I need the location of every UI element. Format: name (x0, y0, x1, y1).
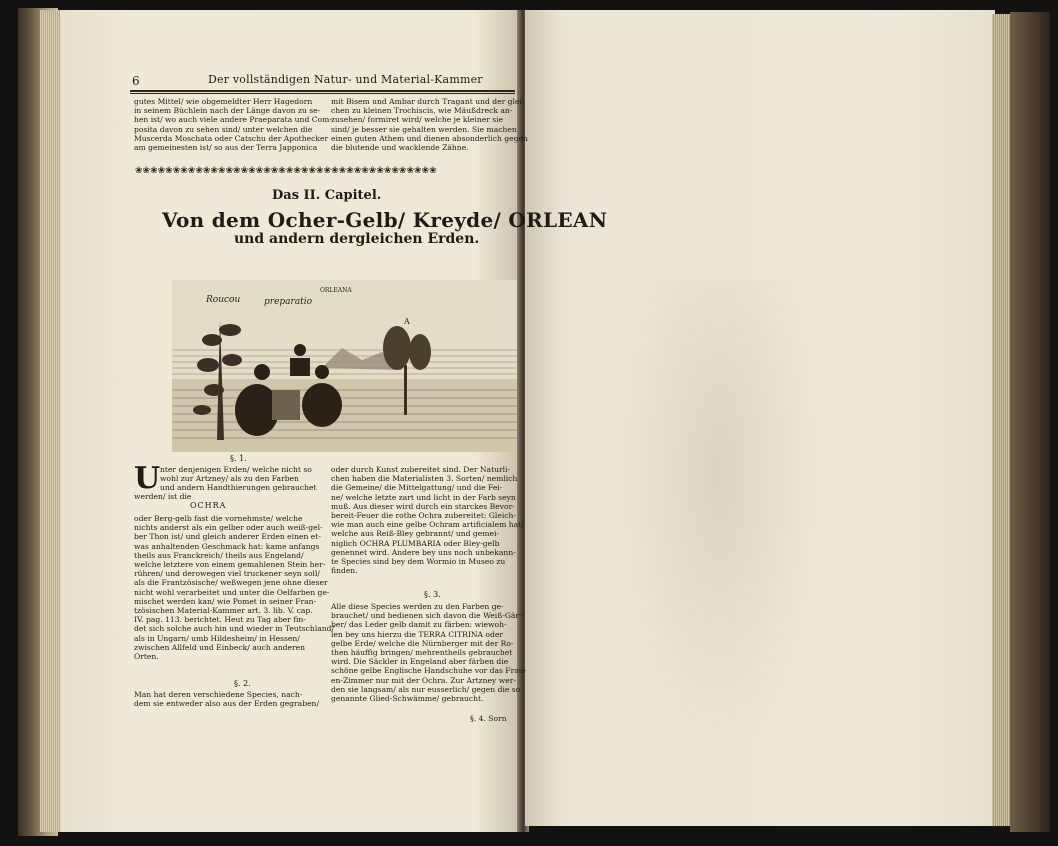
ochra-heading: OCHRA (190, 501, 227, 510)
section-2-left: Man hat deren verschiedene Species, nach- dem sie entweder also aus der Erden gegraben/ (134, 690, 320, 709)
drop-cap: U (134, 461, 161, 496)
chapter-label: Das II. Capitel. (272, 188, 382, 203)
section-1-opening: nter denjenigen Erden/ welche nicht so wohl zur Artzney/ als zu den Farben und andern Handthierungen gebrauchet (160, 465, 317, 493)
section-2-right: oder durch Kunst zubereitet sind. Der Naturli- chen haben die Materialisten 3. Sorten/ nemlich die Gemeine/ die Mittelgattung/ und die Fei- ne/ welche letzte zart und licht in der Farb seyn muß. Aus dieser wird durch ein starckes Bevor- bereit-Feuer die rothe Ochra zubereitet: Gleich- wie man auch eine gelbe Ochram artificialem hat/ welche aus Reiß-Bley gebrannt/ und gemei- niglich OCHRA PLUMBARIA oder Bley-gelb genennet wird. Andere bey uns noch unbekann- te Species sind bey dem Wormio in Museo zu finden. (331, 465, 524, 576)
section-2-label: §. 2. (234, 679, 251, 688)
engraving-caption-top: ORLEANA (320, 287, 352, 294)
page-number: 6 (132, 74, 140, 88)
show-through-shadow (620, 280, 820, 760)
head-rule-thin (130, 93, 515, 94)
chapter-title-line1: Von dem Ocher-Gelb/ Kreyde/ ORLEAN (162, 208, 608, 232)
section-3-label: §. 3. (424, 590, 441, 599)
engraving-caption-right: preparatio (264, 297, 313, 307)
section-1-body: oder Berg-gelb fast die vornehmste/ welche nichts anderst als ein gelber oder auch weiß-gel- ber Thon ist/ und gleich anderer Erden einen et- was anhaltenden Geschmack hat: kame anfangs theils aus Franckreich/ theils aus Engeland/ welche letztere von einem gemahlenen Stein her- rühren/ und derowegen viel truckener seyn soll/ als die Frantzösische/ weßwegen jene ohne dieser nicht wohl verarbeitet und unter die Oelfarben ge- mischet werden kan/ wie Pomet in seiner Fran- tzösischen Material-Kammer art. 3. lib. V. cap. IV. pag. 113. berichtet. Heut zu Tag aber fin- det sich solche auch hin und wieder in Teutschland/ als in Ungarn/ umb Hildesheim/ in Hessen/ zwischen Allfeld und Einbeck/ auch anderen Orten. (134, 514, 335, 662)
section-1-opening-last: werden/ ist die (134, 492, 192, 501)
top-text-left: gutes Mittel/ wie obgemeldter Herr Hagedorn in seinem Büchlein nach der Länge davon zu se- hen ist/ wo auch viele andere Praeparata und Com- posita davon zu sehen sind/ unter welchen die Muscerda Moschata oder Catschu der Apothecker am gemeinesten ist/ so aus der Terra Japponica (134, 97, 332, 153)
engraving-letter: A (404, 317, 410, 326)
section-3-right: Alle diese Species werden zu den Farben ge- brauchet/ und bedienen sich davon die Weiß-Gär- ber/ das Leder gelb damit zu färben: wiewoh- len bey uns hierzu die TERRA CITRINA oder gelbe Erde/ welche die Nürnberger mit der Ro- then häuffig bringen/ mehrentheils gebrauchet wird. Die Säckler in Engeland aber färben die schöne gelbe Englische Handschuhe vor das Frau- en-Zimmer nur mit der Ochra. Zur Artzney wer- den sie langsam/ als nur eusserlich/ gegen die so genannte Glied-Schwämme/ gebraucht. (331, 602, 527, 704)
ornament-band: ❀❀❀❀❀❀❀❀❀❀❀❀❀❀❀❀❀❀❀❀❀❀❀❀❀❀❀❀❀❀❀❀❀❀❀❀❀❀❀❀ (135, 166, 437, 176)
running-head: Der vollständigen Natur- und Material-Kammer (208, 73, 483, 86)
top-text-right: mit Bisem und Ambar durch Tragant und der glei- chen zu kleinen Trochiscis, wie Mäußdreck an- zusehen/ formiret wird/ welche je kleiner sie sind/ je besser sie gehalten werden. Sie machen einen guten Athem und dienen absonderlich gegen die blutende und wacklende Zähne. (331, 97, 528, 153)
chapter-title-line2: und andern dergleichen Erden. (234, 231, 480, 247)
engraving-caption-left: Roucou (206, 295, 241, 305)
catchword: §. 4. Sorn (470, 714, 507, 723)
section-1-label: §. 1. (230, 454, 247, 463)
right-cover-edge (1010, 12, 1050, 832)
right-page-blank (525, 10, 995, 826)
engraving-orleana (172, 280, 517, 452)
head-rule (130, 90, 515, 92)
